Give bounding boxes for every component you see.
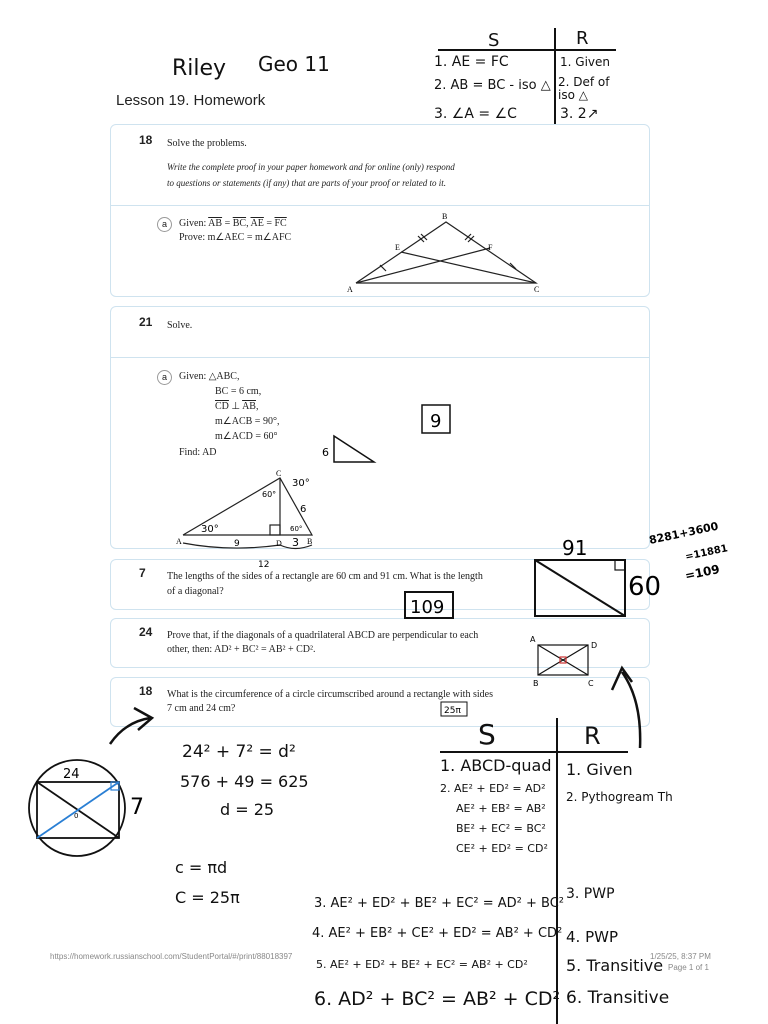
problem-number: 7 [139, 566, 146, 580]
problem-text-1: What is the circumference of a circle circumscribed around a rectangle with sides [167, 689, 493, 700]
triangle-aec-figure [356, 222, 536, 283]
given-bc: BC = 6 cm, [215, 386, 262, 397]
proof1-r-3: 3. 2↗ [560, 106, 599, 122]
arrow-to-quad-icon [612, 668, 640, 748]
problem-text-1: Prove that, if the diagonals of a quadrilateral ABCD are perpendicular to each [167, 630, 479, 641]
circle-center: 0 [74, 812, 79, 820]
angle-c-60: 60° [262, 490, 277, 499]
label-c21: C [276, 469, 282, 478]
quadrilateral-abcd-sketch [538, 645, 588, 675]
work-line-5: C = 25π [175, 888, 240, 907]
proof2-s-5: CE² + ED² = CD² [456, 842, 548, 855]
label-b21: B [307, 537, 313, 546]
proof2-s-8: 5. AE² + ED² + BE² + EC² = AB² + CD² [316, 958, 528, 971]
angle-b-60: 60° [290, 525, 303, 533]
proof2-col-r: R [584, 722, 601, 750]
given-ab: $\overline{AB}$ [208, 218, 223, 229]
circle-side-7: 7 [130, 795, 144, 820]
given-eq-2: = [266, 218, 272, 229]
label-f: F [488, 243, 493, 252]
side-bc-6: 6 [300, 504, 307, 515]
problem-title: Solve the problems. [167, 138, 247, 149]
small-triangle-sketch [334, 436, 374, 462]
label-a21: A [176, 537, 182, 546]
proof2-s-1: 1. ABCD-quad [440, 756, 552, 775]
problem-text-2: 7 cm and 24 cm? [167, 703, 236, 714]
given-ab: $\overline{AB}$ [242, 401, 256, 412]
given-label: Given: [179, 218, 207, 229]
proof2-s-3: AE² + EB² = AB² [456, 802, 546, 815]
given-fc: $\overline{FC}$ [274, 218, 287, 229]
given-eq-1: = [224, 218, 231, 229]
small-tri-side: 6 [322, 446, 329, 459]
proof1-s-3: 3. ∠A = ∠C [434, 106, 517, 122]
proof2-s-9: 6. AD² + BC² = AB² + CD² [314, 988, 561, 1010]
class-name: Geo 11 [258, 52, 330, 76]
problem-text-1: The lengths of the sides of a rectangle are 60 cm and 91 cm. What is the length [167, 571, 483, 582]
given-acd: m∠ACD = 60° [215, 431, 278, 442]
rectangle-91x60-sketch [535, 560, 625, 616]
problem-title: Solve. [167, 320, 193, 331]
work-line-1: 24² + 7² = d² [182, 742, 296, 762]
circle-top-24: 24 [63, 767, 80, 782]
rect-top-91: 91 [562, 536, 588, 560]
proof2-s-2: 2. AE² + ED² = AD² [440, 782, 546, 795]
given-acb: m∠ACB = 90°, [215, 416, 280, 427]
label-a: A [347, 285, 353, 294]
work-line-2: 576 + 49 = 625 [180, 772, 309, 791]
total-ab-12: 12 [258, 560, 270, 570]
problem-number: 18 [139, 684, 153, 698]
footer-page: Page 1 of 1 [668, 963, 709, 972]
given-label: Given: △ABC, [179, 371, 240, 382]
given-bc: $\overline{BC}$ [232, 218, 247, 229]
proof2-s-4: BE² + EC² = BC² [456, 822, 546, 835]
given-cd: $\overline{CD}$ [215, 401, 229, 412]
subpart-badge: a [157, 370, 172, 385]
label-a24: A [530, 635, 536, 644]
answer-7: 109 [410, 597, 445, 618]
perp-symbol: ⊥ [231, 401, 241, 412]
problem-number: 18 [139, 133, 153, 147]
calc-line-1: 8281+3600 [647, 519, 720, 547]
answer-21: 9 [430, 411, 442, 432]
label-b24: B [533, 679, 539, 688]
prove-line: Prove: m∠AEC = m∠AFC [179, 232, 292, 243]
footer-url[interactable]: https://homework.russianschool.com/StudentPortal/#/print/88018397 [50, 952, 293, 961]
proof2-col-s: S [478, 718, 496, 751]
angle-a-30: 30° [201, 524, 219, 535]
segment-ad-9: 9 [234, 539, 240, 549]
problem-instruction-1: Write the complete proof in your paper homework and for online (only) respond [167, 162, 455, 172]
answer-18b: 25π [444, 706, 461, 716]
proof2-s-6: 3. AE² + ED² + BE² + EC² = AD² + BC² [314, 896, 565, 911]
problem-text-2: other, then: AD² + BC² = AB² + CD². [167, 644, 316, 655]
find-line: Find: AD [179, 447, 217, 458]
proof2-s-7: 4. AE² + EB² + CE² + ED² = AB² + CD² [312, 926, 563, 941]
proof2-r-1: 1. Given [566, 760, 633, 779]
proof1-r-2: 2. Def of iso △ [558, 75, 610, 102]
proof2-r-6: 6. Transitive [566, 988, 670, 1008]
proof2-r-3: 3. PWP [566, 886, 615, 902]
problem-instruction-2: to questions or statements (if any) that are parts of your proof or related to it. [167, 178, 446, 188]
segment-db-3: 3 [292, 536, 299, 549]
proof2-r-5: 5. Transitive [566, 956, 664, 975]
proof1-s-1: 1. AE = FC [434, 54, 509, 70]
problem-number: 24 [139, 625, 153, 639]
given-comma: , [255, 401, 259, 412]
given-ae: $\overline{AE}$ [250, 218, 264, 229]
proof1-r-1: 1. Given [560, 55, 610, 69]
proof2-r-4: 4. PWP [566, 928, 619, 946]
work-line-3: d = 25 [220, 800, 275, 819]
label-b: B [442, 212, 448, 221]
angle-c-30: 30° [292, 478, 310, 489]
rect-side-60: 60 [628, 572, 662, 602]
arrow-to-problem-18-icon [110, 708, 152, 744]
subpart-badge: a [157, 217, 172, 232]
given-comma: , [246, 218, 249, 229]
calc-line-2: =11881 [684, 543, 729, 563]
lesson-title: Lesson 19. Homework [116, 92, 266, 109]
proof1-col-r: R [576, 28, 589, 49]
label-c: C [534, 285, 540, 294]
label-c24: C [588, 679, 594, 688]
label-d21: D [276, 539, 282, 548]
label-d24: D [591, 641, 598, 650]
footer-datetime: 1/25/25, 8:37 PM [650, 952, 711, 961]
student-name: Riley [172, 56, 227, 81]
problem-number: 21 [139, 315, 153, 329]
proof2-r-2: 2. Pythogream Th [566, 790, 673, 804]
label-e: E [395, 243, 400, 252]
proof1-s-2: 2. AB = BC - iso △ [434, 78, 551, 93]
problem-text-2: of a diagonal? [167, 586, 224, 597]
proof1-col-s: S [488, 30, 500, 51]
calc-line-3: =109 [683, 561, 721, 583]
work-line-4: c = πd [175, 858, 228, 877]
